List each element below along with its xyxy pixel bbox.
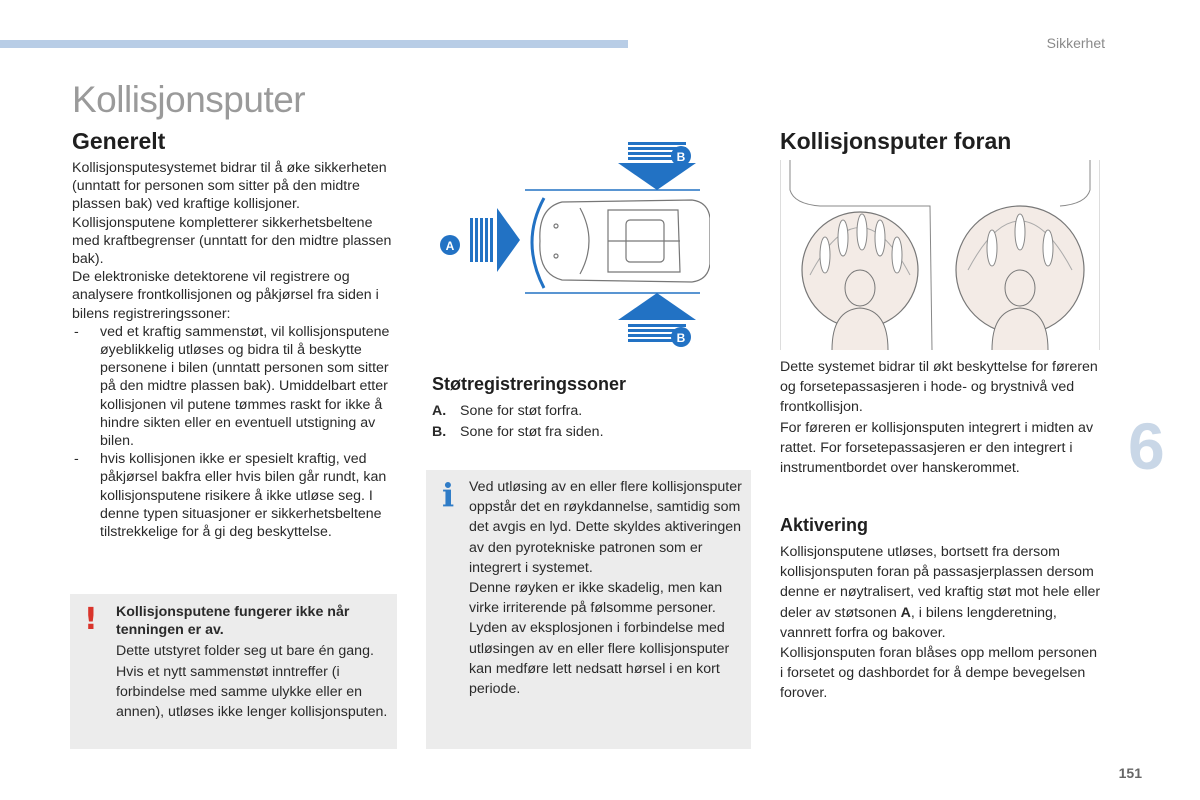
- label-a: [440, 235, 460, 255]
- info-text: [469, 477, 746, 699]
- activation-paragraph-1: [780, 542, 1102, 643]
- zone-text: Sone for støt fra siden.: [460, 424, 604, 440]
- activation-heading: Aktivering: [780, 515, 869, 535]
- generelt-paragraph-1: Kollisjonsputesystemet bidrar til å øke sikkerheten (unntatt for personen som sitter på den midtre plassen bak) ved kraftige kollisjoner. Kollisjonsputene kompletterer sikkerhetsbeltene med kraftbegrenser (unntatt for den midtre plassen bak).: [72, 160, 392, 268]
- page-title: Kollisjonsputer: [72, 79, 306, 120]
- info-icon: i: [442, 476, 455, 514]
- warning-title: Kollisjonsputene fungerer ikke når tenningen er av.: [116, 604, 350, 639]
- exclamation-icon: !: [84, 602, 98, 637]
- warning-box: [70, 594, 397, 749]
- chapter-number: 6: [1128, 409, 1165, 483]
- section-header: Sikkerhet: [1046, 35, 1105, 51]
- list-item: [432, 422, 732, 443]
- activation-text-start: Kollisjonsputene utløses, bortsett fra dersom kollisjonsputen foran på passasjerplassen dersom denne er nøytralisert, ved kraftig støt mot hele eller deler av støtsonen: [780, 544, 1101, 621]
- generelt-heading: Generelt: [72, 128, 166, 154]
- generelt-paragraph-2: De elektroniske detektorene vil registrere og analysere frontkollisjonen og påkjørsel fra siden i bilens registreringssoner:: [72, 269, 379, 322]
- svg-text:B: B: [676, 150, 686, 164]
- svg-text:A: A: [445, 239, 455, 253]
- warning-text: [116, 603, 391, 722]
- label-b-bottom: [671, 327, 691, 347]
- list-item: [432, 401, 732, 422]
- info-paragraph-2: Denne røyken er ikke skadelig, men kan virke irriterende på følsomme personer. Lyden av eksplosjonen i forbindelse med utløsingen av en eller flere kollisjonsputer kan medføre lett nedsatt hørsel i en kort periode.: [469, 580, 730, 698]
- info-paragraph-1: Ved utløsing av en eller flere kollisjonsputer oppstår det en røykdannelse, samtidig som det avgis en lyd. Dette skyldes aktiveringen av den pyrotekniske patronen som er integrert i systemet.: [469, 479, 742, 576]
- front-airbags-heading: Kollisjonsputer foran: [780, 128, 1012, 154]
- front-airbags-paragraph-2: For føreren er kollisjonsputen integrert i midten av rattet. For forsetepassasjeren er den integrert i instrumentbordet over hanskerommet.: [780, 419, 1094, 477]
- info-box: [426, 470, 751, 749]
- label-b-top: [671, 146, 691, 166]
- front-airbags-body: [780, 357, 1100, 478]
- page-number: 151: [1118, 765, 1142, 781]
- front-airbags-illustration: [780, 160, 1100, 350]
- svg-text:B: B: [676, 331, 686, 345]
- generelt-body: [72, 159, 400, 541]
- header-accent-bar: [0, 40, 628, 48]
- impact-zones-diagram: [430, 138, 710, 356]
- generelt-list: [72, 323, 400, 541]
- front-zone-curve: [532, 198, 544, 288]
- list-item: - ved et kraftig sammenstøt, vil kollisjonsputene øyeblikkelig utløses og bidra til å beskytte personene i bilen (unntatt personen som sitter på den midtre plassen bak). Umiddelbart etter kollisjonen vil putene tømmes raskt for ikke å hindre sikten eller en eventuell utstigning av bilen.: [72, 323, 400, 450]
- zone-letter: B.: [432, 424, 447, 440]
- activation-zone-letter: A: [900, 604, 911, 621]
- front-impact-arrow: [470, 208, 520, 272]
- activation-text-end: , i bilens lengderetning, vannrett forfra og bakover.: [780, 604, 1057, 641]
- zones-heading: Støtregistreringssoner: [432, 374, 627, 394]
- zone-letter: A.: [432, 403, 447, 419]
- activation-paragraph-2: Kollisjonsputen foran blåses opp mellom personen i forsetet og dashbordet for å dempe bevegelsen forover.: [780, 645, 1098, 702]
- passenger-airbag: [956, 206, 1084, 350]
- zones-list: [432, 401, 732, 443]
- front-airbags-paragraph-1: Dette systemet bidrar til økt beskyttelse for føreren og forsetepassasjeren i hode- og brystnivå ved frontkollisjon.: [780, 359, 1098, 416]
- activation-body: [780, 542, 1102, 704]
- list-item: - hvis kollisjonen ikke er spesielt kraftig, ved påkjørsel bakfra eller hvis bilen går rundt, kan kollisjonsputene risikere å ikke utløse seg. I denne typen situasjoner er sikkerhetsbeltene tilstrekkelige for å gi deg beskyttelse.: [72, 450, 400, 541]
- zone-text: Sone for støt forfra.: [460, 403, 583, 419]
- warning-body: Dette utstyret folder seg ut bare én gang. Hvis et nytt sammenstøt inntreffer (i forbindelse med samme ulykke eller en annen), utløses ikke lenger kollisjonsputen.: [116, 643, 388, 721]
- driver-airbag: [802, 212, 918, 350]
- car-top-view: [540, 200, 710, 282]
